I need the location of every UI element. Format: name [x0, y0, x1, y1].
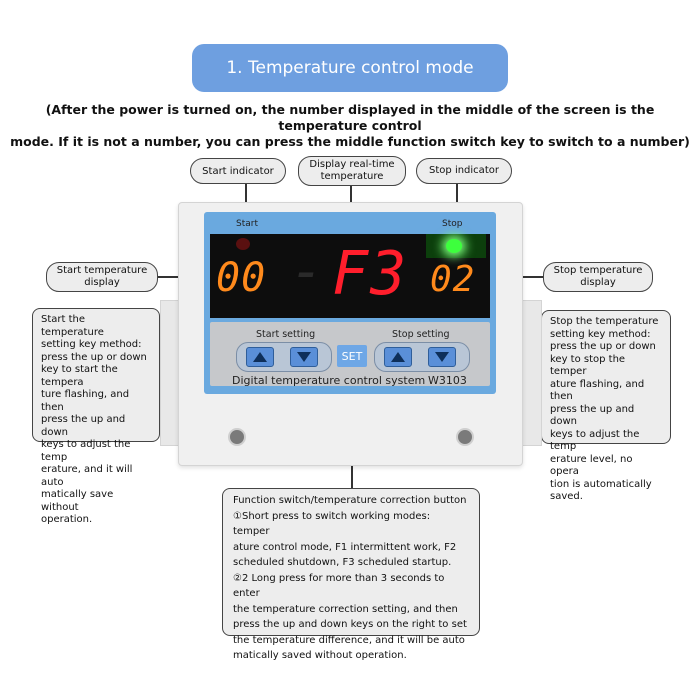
function-line-2: ature control mode, F1 intermittent work, F2 — [233, 541, 457, 553]
screw-icon — [456, 428, 474, 446]
stop-method-line-4: ature flashing, and then — [550, 378, 645, 402]
start-indicator-led — [236, 238, 250, 250]
stop-method-line-7: erature level, no opera — [550, 453, 633, 477]
display-temp-callout — [298, 156, 406, 186]
stop-indicator-led — [446, 239, 462, 253]
start-setting-label: Start setting — [256, 329, 316, 340]
stop-temp-digits: 02 — [430, 259, 476, 300]
stop-display-callout — [543, 262, 653, 292]
stop-method-line-6: keys to adjust the temp — [550, 428, 640, 452]
stop-method-line-8: tion is automatically — [550, 478, 652, 490]
stop-method-line-5: press the up and down — [550, 403, 635, 427]
start-method-line-4: ture flashing, and then — [41, 389, 130, 413]
start-display-callout — [46, 262, 158, 292]
start-method-line-2: press the up or down — [41, 351, 147, 363]
stop-display-label-1: Stop temperature — [553, 265, 643, 276]
start-up-button[interactable] — [246, 347, 274, 367]
start-method-line-6: keys to adjust the temp — [41, 439, 131, 463]
mode-title: 1. Temperature control mode — [226, 58, 474, 78]
mode-title-banner — [192, 44, 508, 92]
stop-down-button[interactable] — [428, 347, 456, 367]
dim-digit: - — [290, 239, 324, 304]
set-button-label: SET — [341, 349, 363, 363]
display-temp-label-1: Display real-time — [309, 159, 395, 170]
start-display-label-2: display — [84, 277, 120, 288]
stop-indicator-callout — [416, 158, 512, 184]
start-method-box — [32, 308, 160, 525]
start-temp-digits: 00 — [216, 255, 267, 301]
stop-indicator-label: Stop indicator — [429, 164, 499, 176]
stop-setting-label: Stop setting — [392, 329, 450, 340]
start-method-line-9: operation. — [41, 514, 93, 525]
stop-method-line-0: Stop the temperature — [550, 316, 659, 327]
start-display-label-1: Start temperature — [56, 265, 148, 276]
arrow-down-icon — [296, 351, 312, 363]
function-button-box — [222, 488, 480, 661]
display-temp-label-2: temperature — [320, 171, 384, 182]
stop-up-button[interactable] — [384, 347, 412, 367]
arrow-up-icon — [390, 351, 406, 363]
start-down-button[interactable] — [290, 347, 318, 367]
function-line-5: the temperature correction setting, and then — [233, 603, 458, 615]
screw-icon — [228, 428, 246, 446]
function-line-3: scheduled shutdown, F3 scheduled startup. — [233, 557, 452, 568]
set-button[interactable] — [337, 345, 367, 367]
start-method-line-3: key to start the tempera — [41, 364, 118, 388]
start-method-line-5: press the up and down — [41, 414, 126, 438]
stop-led-label: Stop — [442, 219, 463, 229]
start-method-line-1: setting key method: — [41, 339, 142, 350]
start-method-line-8: matically save without — [41, 489, 114, 513]
start-indicator-callout — [190, 158, 286, 184]
stop-method-line-3: key to stop the temper — [550, 353, 626, 377]
function-line-1: ①Short press to switch working modes: temper — [233, 510, 431, 537]
start-indicator-label: Start indicator — [202, 165, 274, 177]
intro-line-2: mode. If it is not a number, you can press the middle function switch key to switch to a number) — [10, 134, 690, 149]
function-line-4: ②2 Long press for more than 3 seconds to enter — [233, 572, 445, 599]
device-right-bracket — [520, 300, 542, 446]
system-name-label: Digital temperature control system — [232, 374, 426, 387]
real-time-temp-digits: F3 — [332, 239, 409, 309]
arrow-up-icon — [252, 351, 268, 363]
start-led-label: Start — [236, 219, 258, 229]
stop-display-label-2: display — [580, 277, 616, 288]
function-line-8: matically saved without operation. — [233, 650, 407, 661]
start-method-line-7: erature, and it will auto — [41, 464, 133, 488]
function-line-6: press the up and down keys on the right to set — [233, 619, 467, 630]
stop-method-box — [541, 310, 671, 502]
stop-method-line-2: press the up or down — [550, 341, 656, 352]
stop-method-line-1: setting key method: — [550, 328, 651, 340]
stop-method-line-9: saved. — [550, 491, 583, 502]
start-method-line-0: Start the temperature — [41, 314, 104, 338]
intro-line-1: (After the power is turned on, the number displayed in the middle of the screen is the temperature control — [45, 102, 655, 133]
model-label: W3103 — [428, 374, 467, 387]
function-line-7: the temperature difference, and it will be auto — [233, 634, 465, 646]
arrow-down-icon — [434, 351, 450, 363]
function-line-0: Function switch/temperature correction button — [233, 495, 467, 506]
intro-text — [10, 102, 690, 150]
